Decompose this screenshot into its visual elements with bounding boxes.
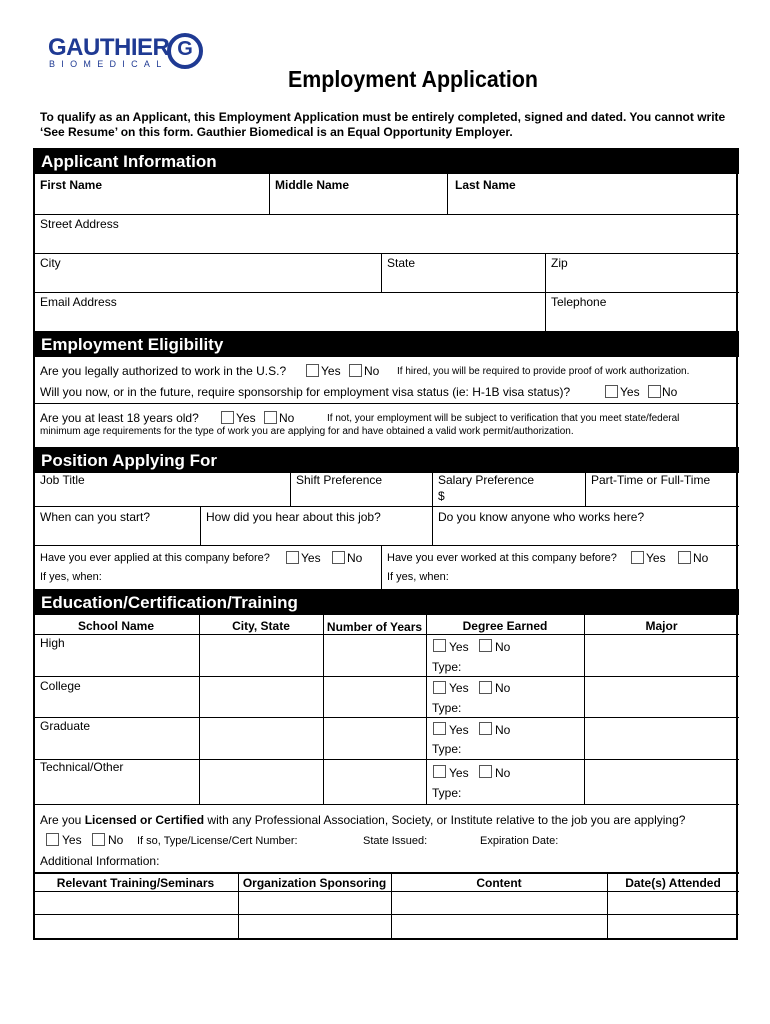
edu-row-college: College (40, 679, 81, 693)
no-label: No (495, 681, 511, 695)
col-major: Major (645, 619, 678, 633)
telephone-field[interactable]: Telephone (551, 295, 607, 309)
yes-label: Yes (449, 681, 469, 695)
college-degree-yes-checkbox[interactable] (433, 681, 446, 694)
q-authorized-label: Are you legally authorized to work in the U.S.? (40, 364, 287, 378)
col-degree-earned: Degree Earned (462, 619, 548, 633)
know-anyone-field[interactable]: Do you know anyone who works here? (438, 510, 645, 524)
page-title: Employment Application (288, 66, 538, 92)
section-applicant-information: Applicant Information (33, 148, 739, 174)
training-row[interactable] (33, 915, 739, 938)
middle-name-field[interactable]: Middle Name (275, 178, 350, 192)
salary-dollar-sign: $ (438, 489, 445, 503)
authorized-yes-checkbox[interactable] (306, 364, 319, 377)
training-row[interactable] (33, 892, 739, 914)
no-label: No (108, 833, 124, 847)
high-degree-no-checkbox[interactable] (479, 639, 492, 652)
high-type-field[interactable]: Type: (432, 660, 462, 674)
licensed-yes-checkbox[interactable] (46, 833, 59, 846)
graduate-degree-yes-checkbox[interactable] (433, 722, 446, 735)
email-address-field[interactable]: Email Address (40, 295, 117, 309)
logo-subtitle: BIOMEDICAL (49, 59, 168, 69)
section-employment-eligibility: Employment Eligibility (33, 331, 739, 357)
worked-when-field[interactable]: If yes, when: (387, 571, 449, 583)
yes-label: Yes (236, 411, 256, 425)
age-yes-checkbox[interactable] (221, 411, 234, 424)
col-dates-attended: Date(s) Attended (625, 876, 721, 890)
start-date-field[interactable]: When can you start? (40, 510, 151, 524)
yes-label: Yes (321, 364, 341, 378)
salary-preference-field[interactable]: Salary Preference (438, 473, 535, 487)
worked-before-label: Have you ever worked at this company before? (387, 552, 617, 564)
zip-field[interactable]: Zip (551, 256, 568, 270)
edu-row-high: High (40, 636, 65, 650)
applied-when-field[interactable]: If yes, when: (40, 571, 102, 583)
logo-g-icon: G (167, 33, 203, 69)
job-title-field[interactable]: Job Title (40, 473, 85, 487)
sponsorship-no-checkbox[interactable] (648, 385, 661, 398)
shift-preference-field[interactable]: Shift Preference (296, 473, 383, 487)
col-school-name: School Name (77, 619, 155, 633)
note-age-2: minimum age requirements for the type of work you are applying for and have obtained a valid work permit/authorization. (40, 426, 574, 437)
first-name-field[interactable]: First Name (40, 178, 103, 192)
yes-label: Yes (449, 766, 469, 780)
yes-label: Yes (449, 723, 469, 737)
no-label: No (364, 364, 380, 378)
q-age-label: Are you at least 18 years old? (40, 411, 199, 425)
high-degree-yes-checkbox[interactable] (433, 639, 446, 652)
no-label: No (662, 385, 678, 399)
no-label: No (279, 411, 295, 425)
yes-label: Yes (449, 640, 469, 654)
city-field[interactable]: City (40, 256, 61, 270)
intro-text: To qualify as an Applicant, this Employment Application must be entirely completed, signed and dated. You cannot write ‘See Resume’ on this form. Gauthier Biomedical is an Equal Opportunity Employer. (40, 110, 726, 139)
graduate-type-field[interactable]: Type: (432, 742, 462, 756)
no-label: No (495, 723, 511, 737)
applied-no-checkbox[interactable] (332, 551, 345, 564)
no-label: No (693, 551, 709, 565)
how-heard-field[interactable]: How did you hear about this job? (206, 510, 381, 524)
technical-type-field[interactable]: Type: (432, 786, 462, 800)
col-content: Content (476, 876, 522, 890)
logo-wordmark: GAUTHIER (48, 34, 170, 61)
state-field[interactable]: State (387, 256, 416, 270)
worked-no-checkbox[interactable] (678, 551, 691, 564)
section-position-applying-for: Position Applying For (33, 447, 739, 473)
col-number-of-years: Number of Years (326, 620, 423, 634)
technical-degree-no-checkbox[interactable] (479, 765, 492, 778)
college-type-field[interactable]: Type: (432, 701, 462, 715)
expiration-date-field[interactable]: Expiration Date: (480, 835, 559, 847)
note-age-1: If not, your employment will be subject to verification that you meet state/federal (327, 413, 680, 424)
graduate-degree-no-checkbox[interactable] (479, 722, 492, 735)
worked-yes-checkbox[interactable] (631, 551, 644, 564)
yes-label: Yes (646, 551, 666, 565)
col-city-state: City, State (232, 619, 290, 633)
applied-yes-checkbox[interactable] (286, 551, 299, 564)
edu-row-technical: Technical/Other (40, 760, 124, 774)
applied-before-label: Have you ever applied at this company before? (40, 552, 270, 564)
section-education: Education/Certification/Training (33, 589, 739, 615)
college-degree-no-checkbox[interactable] (479, 681, 492, 694)
parttime-fulltime-field[interactable]: Part-Time or Full-Time (591, 473, 711, 487)
q-sponsorship-label: Will you now, or in the future, require sponsorship for employment visa status (ie: H-1B visa status)? (40, 385, 571, 399)
licensed-no-checkbox[interactable] (92, 833, 105, 846)
street-address-field[interactable]: Street Address (40, 217, 119, 231)
yes-label: Yes (301, 551, 321, 565)
state-issued-field[interactable]: State Issued: (363, 835, 428, 847)
q-licensed-label: Are you Licensed or Certified with any Professional Association, Society, or Institute relative to the job you are applying? (40, 813, 686, 827)
no-label: No (495, 640, 511, 654)
age-no-checkbox[interactable] (264, 411, 277, 424)
no-label: No (347, 551, 363, 565)
authorized-no-checkbox[interactable] (349, 364, 362, 377)
yes-label: Yes (62, 833, 82, 847)
last-name-field[interactable]: Last Name (455, 178, 516, 192)
edu-row-graduate: Graduate (40, 719, 91, 733)
col-organization-sponsoring: Organization Sponsoring (242, 876, 387, 890)
no-label: No (495, 766, 511, 780)
col-relevant-training: Relevant Training/Seminars (56, 876, 215, 890)
note-authorized: If hired, you will be required to provide proof of work authorization. (397, 366, 690, 377)
sponsorship-yes-checkbox[interactable] (605, 385, 618, 398)
license-number-field[interactable]: If so, Type/License/Cert Number: (137, 835, 298, 847)
additional-information-field[interactable]: Additional Information: (40, 854, 160, 868)
technical-degree-yes-checkbox[interactable] (433, 765, 446, 778)
yes-label: Yes (620, 385, 640, 399)
